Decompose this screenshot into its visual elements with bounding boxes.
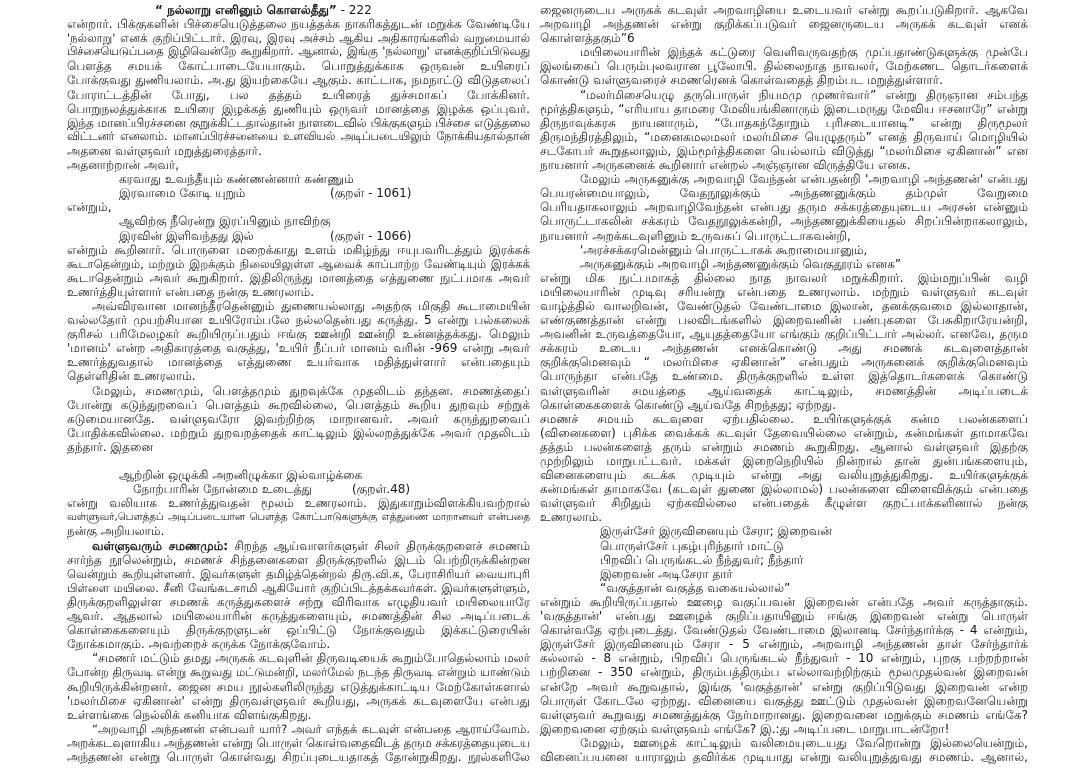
text-line: பொருள் கோடலே ஏற்றது. வினையை வகுத்து ஊட்டும் முதல்வன் இறைவனேயென்று	[540, 693, 1028, 708]
text-line: ஜைனருடைய அருகக் கடவுள் அறவாழியை உடையவர் என்று கூறப்படுகிறார். ஆகவே	[540, 3, 1028, 17]
text-line: கொள்கைகளையும் திருக்குறளுடன் ஒப்பிட்டு நோக்குவதும் இக்கட்டுரையின்	[67, 623, 530, 638]
text-line: என்றே அவர் கூறுவதால், இங்கு 'வகுத்தான்' என்று குறிப்பிடுவது இறைவன் என்ற	[540, 679, 1028, 694]
text-line: நோக்கமாகும். அவற்றைச் சுருக்க நோக்குவோம்.	[67, 637, 331, 652]
text-line: திருநாவுக்கரசு நாயனாரும், “போதகந்தோறும் புரிசடையானடி” என்று திருமூலர்	[540, 115, 1028, 130]
verse-line: இருள்சேர் இருவினையும் சேரா; இறைவன்	[600, 524, 832, 539]
text-line: மயிலையாரின் முடிவு சரியன்று என்பதை உணரலாம். மற்றும் வள்ளுவர் கடவுள்	[540, 284, 1028, 299]
text-line: சமணச் சமயம் கடவுளை ஏற்பதில்லை. உயிர்களுக்குக் கன்ம பலன்களைப்	[540, 411, 1028, 426]
text-line: பற்றினை - 350 என்றும், திரும்பத்திரும்ப எல்லாவற்றிற்கும் மூலமுதல்வன் இறைவன்	[540, 665, 1028, 680]
verse-line: கரவாது உவந்தீயும் கண்ணன்னார் கண்ணும்	[119, 172, 354, 187]
text-line: தத்தம் பலன்களைத் தரும் என்றும் சமணம் கூறுகிறது. ஆனால் வள்ளுவர் இதற்கு	[540, 439, 1028, 454]
kural-reference: (குறள்.48)	[352, 482, 411, 497]
text-line: திருக்குறளிலுள்ள சமணக் கருத்துகளைச் சற்று விரிவாக எழுதியவர் மயிலையாரே	[67, 594, 530, 609]
section-heading: வள்ளுவரும் சமணமும்:	[92, 538, 229, 553]
section-start-line	[67, 539, 530, 553]
text-line: போன்று கடுந்துறவைப் பௌத்தம் கூறவில்லை, பௌத்தம் கூறிய துறவும் சற்றுக்	[67, 397, 530, 412]
text-line: வினைகளையும் கடக்க முடியும் என்று அது வலியுறுத்துகிறது. உயிர்களுக்குக்	[540, 468, 1028, 483]
text-line: போதிக்கவில்லை. மற்றும் துறவறத்தைக் காட்டிலும் இல்லறத்துக்கே அவர் முதலிடம்	[67, 425, 530, 440]
kural-reference: (குறள் - 1066)	[330, 228, 412, 243]
paragraph-text: சிறந்த ஆய்வாளர்களுள் சிலர் திருக்குறளைச் சமணம்	[228, 538, 530, 553]
text-line: நன்கு அறியலாம்.	[67, 524, 165, 539]
text-line: வள்ளுவரின் சமயத்தை ஆய்வதைக் காட்டிலும், சமணத்தின் அடிப்படைக்	[540, 383, 1028, 398]
text-line: மேலும், சமணமும், பௌத்தமும் துறவுக்கே முதலிடம் தந்தன. சமணத்தைப்	[92, 383, 530, 398]
text-line: என்று வலியாக உணர்த்துவதன் மூலம் உணரலாம். இதுகாறும்விளக்கியவற்றால்	[67, 496, 530, 511]
text-line: என்றும் கூறியிருப்பதால் ஊழை வகுப்பவன் இறைவன் என்பதே அவர் கருத்தாகும்.	[540, 594, 1028, 609]
text-line: அவனின் உருவத்தையோ, ஆயுதத்தையோ எங்கும் குறிப்பிட்டார் அல்லர். எனவே, தரும	[540, 327, 1028, 342]
text-line: இந்த மானப்பிரச்சனை குறுக்கிட்டதால்தான் நாளடைவில் பிக்குகளும் பிச்சை எடுத்தலை	[67, 115, 530, 130]
verse-text: நோற்பாரின் நோன்மை உடைத்து	[133, 482, 312, 497]
text-line: பௌத்த சமயக் கோட்பாடையேயாகும். பொறுத்துக்காக ஒருவன் உயிரைப்	[67, 59, 530, 74]
verse-line	[67, 186, 530, 200]
verse-line: இறைவன் அடிசேரா தார்	[600, 566, 733, 581]
text-line: போன்ற திருவடி என்று கூறுவது மட்டுமன்றி, மலர்மேல் நடந்த திருவடி என்றும் யாண்டும்	[67, 665, 530, 680]
verse-line	[67, 229, 530, 243]
text-line: அதனாற்றான் அவர்,	[67, 158, 180, 173]
text-line: தெள்ளிதின் உணரலாம்.	[67, 369, 196, 384]
text-line: அறக்கடவுளாகிய அந்தணன் என்று பொருள் கொள்வதைவிடத் தரும சக்கரத்தையுடைய	[67, 735, 530, 750]
text-line: ஆவர். ஆதலால் மயிலையாரின் கருத்துகளையும், சமணத்தின் சில அடிப்படைக்	[67, 609, 530, 624]
text-line: கொள்ளத்தகும்”6	[540, 31, 635, 46]
right-column	[540, 3, 1028, 764]
text-line: “மலர்மிசையெழு தருபொருள் நியமமு முணர்வார்” என்று திருஞான சம்பந்த	[580, 87, 1028, 102]
verse-line	[67, 482, 530, 496]
text-line: உணரலாம்.	[540, 510, 603, 525]
text-line: (வினைகளை) புசிக்க வைக்கக் கடவுள் தேவையில்லை என்றும், கன்மங்கள் தாமாகவே	[540, 425, 1028, 440]
text-line: தந்தார். இதனை	[67, 439, 153, 454]
text-line: கடுமையானதே. வள்ளுவரோ இவற்றிற்கு மாறானவர். அவர் கருந்துறவைப்	[67, 411, 530, 426]
verse-line: ஆற்றின் ஒழுக்கி அறனிழுக்கா இல்வாழ்க்கை	[119, 468, 363, 483]
text-line: கூடாதென்றும், மற்றும் இறக்கும் நிலையிலுள்ள ஆவைக் காப்பாற்ற வேண்டியும் இரக்கக்	[67, 256, 530, 271]
text-line: 'மலர்மிசை ஏகினான்' என்று திருவள்ளுவர் கூறியது, அருகக் கடவுளையே என்பது	[67, 693, 530, 708]
verse-line: பொருள்சேர் புகழ்புரிந்தார் மாட்டு	[600, 538, 784, 553]
text-line: உள்ளங்கை நெல்லிக் கனியாக விளங்குகிறது.	[67, 707, 312, 722]
text-line: என்றும் கூறினார். பொருளை மறைக்காது உளம் மகிழ்ந்து ஈயுபவரிடத்தும் இரக்கக்	[67, 242, 530, 257]
kural-reference: - 222	[340, 3, 372, 17]
text-line: வள்ளுவர் கூறுவது சமணத்துக்கு நேர்மாறானது. இறைவனை மறுக்கும் சமணம் எங்கே?	[540, 707, 1028, 722]
text-line: அந்தணன் என்று பொருள் கொள்வது சிறப்புடையதாகத் தோன்றுகிறது. நூல்களிலே	[67, 749, 530, 764]
left-column	[67, 3, 530, 764]
text-line: வென்றும் கூறியுள்ளனர். இவர்களுள் தமிழ்த்தென்றல் திரு.வி.க, பேராசிரியர் வையாபுரி	[67, 566, 530, 581]
text-line: போராட்டத்தின் போது, பல தத்தம் உயிரைத் துச்சமாகப் போக்கினர்.	[67, 87, 530, 102]
text-line: சார்ந்த நூலென்றும், சமணச் சிந்தனைகளை திருக்குறளில் இடம் பெற்றிருக்கின்றன	[67, 552, 530, 567]
text-line: கூறியிருக்கின்றனர். ஜைன சமய நூல்களிலிருந்து எடுத்துக்காட்டிய மேற்கோள்களால்	[67, 679, 530, 694]
text-line: கல்லால் - 8 என்றும், பிறவிப் பெருங்கடல் நீந்துவர் - 10 என்றும், புறகு பற்றற்றான்	[540, 651, 1028, 666]
text-line: என்று மிக நுட்பமாகத் தில்லை நாத நாவலர் மறுக்கிறார். இம்மறுப்பின் வழி	[540, 270, 1028, 285]
verse-text: இரவின் இளிவந்தது இல்	[119, 228, 254, 243]
text-line: பொறுநலத்துக்காக உயிரை இழக்கத் துணியும் ஒருவர் மானத்தை இழக்க ஒப்புவர்.	[67, 101, 530, 116]
text-line: கூடாதென்றும் அவர் கூறுகிறார். இதிலிருந்து மானத்தை எத்துணை நுட்பமாக அவர்	[67, 270, 530, 285]
text-line: அருகனுக்கும் அறவாழி அந்தணனுக்கும் வெகுதூரம் எனக”	[580, 256, 902, 271]
text-line: 'மானம்' என்ற அதிகாரத்தை வகுத்து, 'உயிர் நீப்பர் மானம் வரின் -969 என்று அவர்	[67, 341, 530, 356]
text-line: நாயனார் அறக்கடவுளினும் உருவகப் பொருட்டாகவன்றி,	[540, 228, 851, 243]
text-line: மயிலையாரின் இந்தக் கட்டுரை வெளிவருவதற்கு முப்பதாண்டுகளுக்கு முன்பே	[580, 45, 1028, 60]
text-line: பெரியதாகலாலும் அறவாழிவேந்தன் என்பது தரும சக்கரத்தையுடைய அரசன் என்னும்	[540, 200, 1028, 215]
text-line: என்றார். பிக்குகளின் பிச்சையெடுத்தலை நயத்தக்க நாகரிகத்துடன் மறுக்க வேண்டியே	[67, 17, 530, 32]
text-line: வள்ளுவர் சிறிதும் ஏற்கவில்லை என்பதைக் கீழுள்ள குறட்பாக்களினால் நன்கு	[540, 496, 1028, 511]
text-line: மேலும் அருகனுக்கு அறவாழி வேந்தன் என்பதன்றி 'அறவாழி அந்தணன்' என்பது	[580, 172, 1028, 187]
verse-text: இரவாமை கோடி யுறும்	[119, 186, 246, 201]
text-line: இலங்கைப் பெரும்புலவரான பூலோபி. தில்லைநாத நாவலர், மேற்கணட தொடர்களைக்	[540, 59, 1028, 74]
text-line: கன்மங்கள் தாமாகவே (கடவுள் துணை இல்லாமல்) பலன்களை விளைவிக்கும் என்பதை	[540, 482, 1028, 497]
text-line: சடகோபர் கூறுதலாலும், இம்மூர்த்திகளை யெல்லாம் விடுத்து “மலர்மிசை ஏகினான்” என	[540, 143, 1028, 158]
text-line: வாழ்த்தில் வாலறிவன், வேண்டுதல் வேண்டாமை இலான், தனக்குவமை இல்லாதான்,	[540, 298, 1028, 313]
text-line: விட்டனர் எனலாம். மானப்பிரச்சனையை உளவியல் அடிப்படையிலும் நோக்கியதால்தான்	[67, 129, 530, 143]
text-line: வல்லதோர் முயற்சியான உயிரோம்பலே நல்லதென்பது கருத்து. 5 என்று பல்கலைக்	[67, 313, 530, 328]
text-line: பொருட்டாகலின் சக்கரம் வேதநூலுக்கன்றி, அந்தணனுக்கியைதல் சிறப்பின்றாகலாலும்,	[540, 214, 1028, 229]
text-line: போக்குவது துணியலாம். அ.து இயற்கையே ஆகும். காட்டாக, நமநாட்டு விடுதலைப்	[67, 73, 530, 88]
blank-line	[67, 454, 530, 468]
text-line: பிச்சையெடுப்பதை இழிவென்றே கூறுகிறார். ஆனால், இங்கு 'நல்லாறு' எனக்குறிப்பிடுவது	[67, 45, 530, 59]
text-line: முற்றிலும் மாறுபட்டவர். மக்கள் இறைநெறியில் நின்றால் தான் துன்பங்களையும்,	[540, 454, 1028, 468]
text-line: கொள்வதே ஏற்புடைத்து. வேண்டுதல் வேண்டாமை இலானடி சேர்ந்தார்க்கு - 4 என்றும்,	[540, 623, 1028, 638]
text-line: நாயனார் அருகனைக் கூறினார் என்றல் அஞ்ஞான விருத்தியே எனக.	[540, 158, 911, 173]
text-line: அதனை வள்ளுவர் மறுத்துரைத்தார்.	[67, 143, 262, 158]
text-line: உணர்த்துவதால் மானத்தை எத்துணை உயர்வாக மதித்துள்ளார் என்பதையும்	[67, 355, 530, 370]
text-line: மூர்த்திகளும், “எரியாய தாமரை மேலியங்கினாரும் இடைமருது மேவிய ஈசனாரே” என்று	[540, 101, 1028, 116]
text-line: எண்குணத்தான் என்று பலவிடங்களில் இறைவனின் பண்புகளை பேசுகிறாரேயன்றி,	[540, 313, 1028, 328]
text-line: 'நல்லாறு' எனக் குறிப்பிட்டார். இரவு, இரவு அச்சம் ஆகிய அதிகாரங்களில் வறுமையால்	[67, 31, 530, 46]
text-line: அவ்விரவான மானந்தீரதென்னும் துணையல்லாது அதற்கு மிகுதி கூடாமையின்	[92, 298, 530, 313]
text-line: மேலும், ஊழைக் காட்டிலும் வலிமையுடையது வேறொன்று இல்லையென்றும்,	[580, 735, 1028, 750]
text-line: 'அரச்சக்கரமென்னும் பொருட்டாகக் கூறாமையானும்,	[580, 242, 868, 257]
verse-line: ஆவிற்கு நீரென்று இரப்பினும் நாவிற்கு	[119, 214, 331, 229]
text-line: இறைவனை ஏற்கும் வள்ளுவம் எங்கே? இ.:து அடிப்படை மாறுபாடன்றோ!	[540, 721, 950, 736]
text-line: பொருந்தா என்பதே உண்மை. திருக்குறளில் உள்ள இத்தொடர்களைக் கொண்டு	[540, 369, 1028, 384]
text-line: வினைப்பயனை யாராலும் தவிர்க்க முடியாது என்று வலியுறுத்துவது சமணம். ஆனால்,	[540, 749, 1028, 764]
text-line: கொண்டு வள்ளுவரைச் சமணரெனக் கொள்வதைத் திறம்பட மறுத்துள்ளார்.	[540, 73, 943, 88]
text-line: உணர்த்தியுள்ளார் என்பதை நன்கு உணரலாம்.	[67, 284, 315, 299]
text-line: குறிக்குமெனவும் “ மலர்மிசை ஏகினான்” என்பதும் அருகனைக் குறிக்குமெனவும்	[540, 355, 1028, 370]
text-line: இருள்சேர் இருவினையும் சேரா - 5 என்றும், அறவாழி அந்தணன் தாள் சேர்ந்தார்க்	[540, 637, 1028, 652]
text-line: பெயரன்மையாலும், வேதநூலுக்கும் அந்தணனுக்கும் தம்முள் வேறுமை	[540, 186, 1028, 201]
text-line: சக்கரம் உடைய அந்தணன் எனக்கொண்டு அது சமணக் கடவுளைத்தான்	[540, 341, 1028, 356]
text-line: “அறவாழி அந்தணன் என்பவர் யார்? அவர் எந்தக் கடவுள் என்பதை ஆராய்வோம்.	[92, 721, 530, 736]
text-line: குரிசல் பரிமேலழகர் கூறியிருப்பதும் ஈங்கு ஊன்றி ஊன்றி உன்னத்தக்கது. மெலும்	[67, 327, 530, 342]
kural-reference: (குறள் - 1061)	[330, 186, 412, 201]
verse-line: பிறவிப் பெருங்கடல் நீந்துவர்; நீந்தார்	[600, 552, 804, 567]
text-line: திருமந்திரத்திலும், “மனைகமலமலர் மலர்மிசை யெழுதரும்” எனத் திருவாய் மொழியில்	[540, 129, 1028, 144]
verse-line: “வகுத்தான் வகுத்த வகையல்லால்”	[600, 580, 791, 595]
text-line: என்றும்,	[67, 200, 112, 215]
text-line: வள்ளுவர்,பௌத்தப் அடிப்படையான பௌத்த கோட்பாடுகளுக்கு எத்துணை மாறானவர் என்பதை	[67, 511, 530, 524]
quote-line	[67, 3, 530, 17]
text-line: பிள்ளை மயிலை. சீனி வேங்கடசாமி ஆகியோர் குறிப்பிடத்தக்கவர்கள். இவர்களுள்ளும்,	[67, 580, 530, 595]
quoted-text: “ நல்லாறு எனினும் கொளல்தீது”	[155, 3, 337, 17]
text-line: 'வகுத்தான்' என்பது ஊழைக் குறிப்பதாயினும் ஈங்கு இறைவன் என்று பொருள்	[540, 609, 1028, 624]
text-line: “சமணர் மட்டும் தமது அருகக் கடவுளின் திருவடியைக் கூறும்போதெல்லாம் மலர்	[92, 651, 530, 666]
text-line: அறவாழி அந்தணன் என்று குறிக்கப்படுவர் ஜைனருடைய அருகக் கடவுள் எனக்	[540, 17, 1028, 32]
text-line: கொள்கைகளைக் கொண்டு ஆய்வதே சிறந்தது; ஏற்றது.	[540, 397, 836, 412]
